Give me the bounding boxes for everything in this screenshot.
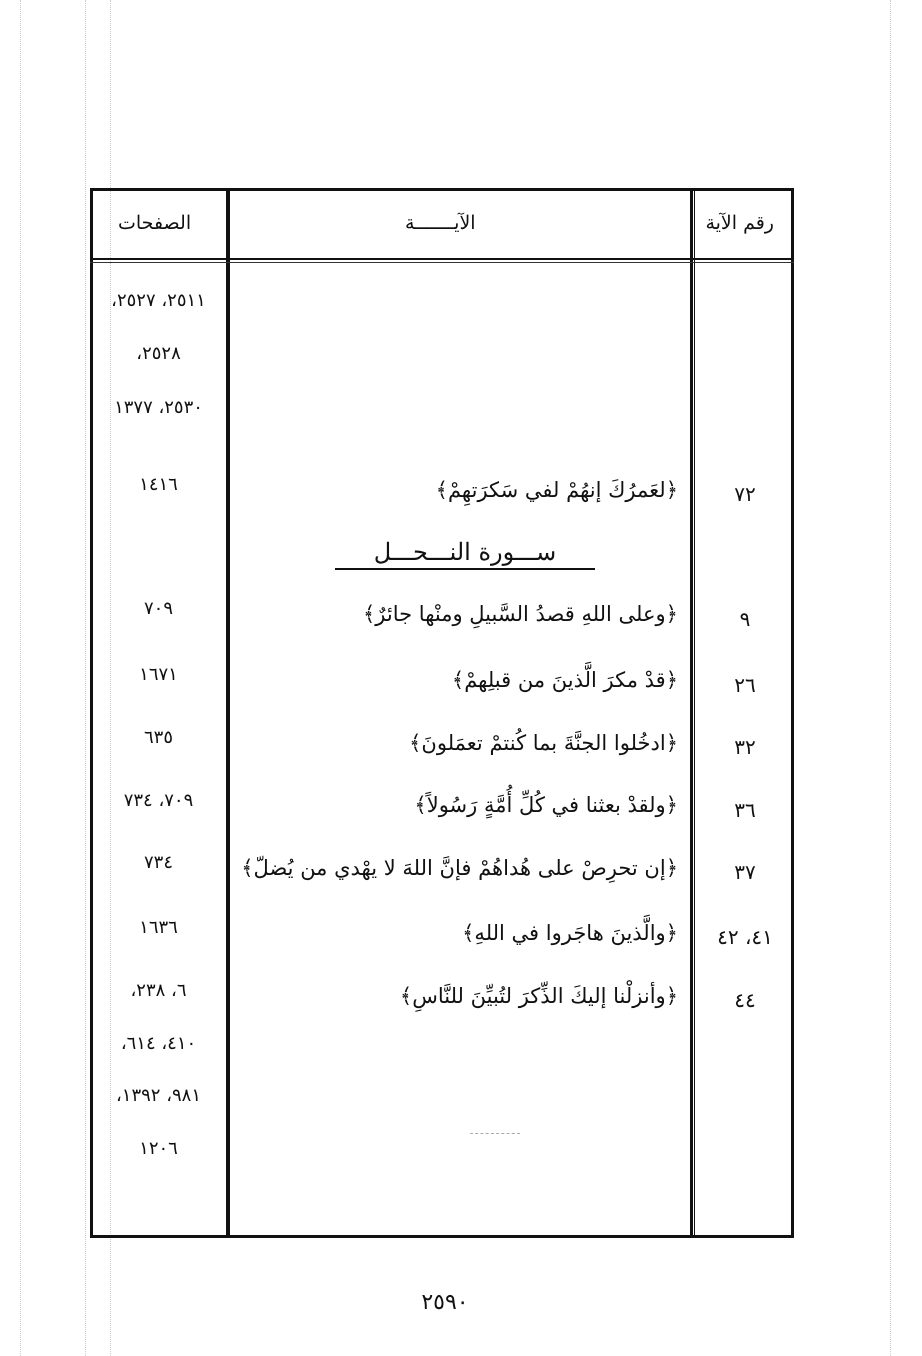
verse-text: ﴿ولقدْ بعثنا في كُلِّ أُمَّةٍ رَسُولاً﴾ [414,793,678,817]
verse-number: ٩ [739,607,751,631]
pages-cell: ١٦٧١ [139,664,178,685]
verse-number: ٤١، ٤٢ [717,925,773,949]
scan-artifact [470,1133,520,1135]
pages-cell: ٦، ٢٣٨، [130,980,187,1001]
verse-text: ﴿والَّذينَ هاجَروا في اللهِ﴾ [462,921,678,945]
scan-guide-line [890,0,892,1356]
header-verse: الآيـــــــة [405,212,476,234]
pages-cell: ٦٣٥ [143,727,173,748]
verse-number: ٣٢ [734,735,756,759]
verse-number: ٧٢ [734,482,756,506]
column-divider [229,188,230,1238]
pages-cell: ٢٥٣٠، ١٣٧٧ [114,397,203,418]
surah-title: ســـورة النـــحـــل [373,538,557,566]
pages-cell: ٧٠٩ [143,598,173,619]
header-rule [90,262,794,263]
verse-text: ﴿لعَمرُكَ إنهُمْ لفي سَكرَتهِمْ﴾ [435,478,678,502]
surah-title-underline [335,568,595,570]
pages-cell: ٢٥٢٨، [136,343,181,364]
pages-cell: ٧٣٤ [143,852,173,873]
pages-cell: ٤١٠، ٦١٤، [120,1033,197,1054]
pages-cell: ٧٠٩، ٧٣٤ [123,790,194,811]
verse-number: ٢٦ [734,673,756,697]
pages-cell: ١٤١٦ [139,474,178,495]
verse-text: ﴿إن تحرِصْ على هُداهُمْ فإنَّ اللهَ لا يهْدي من يُضلّ﴾ [241,856,678,880]
column-divider [694,188,695,1238]
scan-guide-line [85,0,87,1356]
header-rule [90,258,794,260]
pages-cell: ٩٨١، ١٣٩٢، [115,1085,202,1106]
verse-number: ٣٦ [734,798,756,822]
verse-number: ٣٧ [734,860,756,884]
verse-text: ﴿وعلى اللهِ قصدُ السَّبيلِ ومنْها جائرٌ﴾ [363,602,678,626]
column-divider [690,188,693,1238]
header-verse-number: رقم الآية [705,212,774,234]
page-number: ٢٥٩٠ [421,1290,469,1315]
pages-cell: ٢٥١١، ٢٥٢٧، [111,290,206,311]
header-pages: الصفحات [118,212,192,234]
scan-guide-line [20,0,22,1356]
verse-number: ٤٤ [734,988,756,1012]
verse-text: ﴿ادخُلوا الجنَّةَ بما كُنتمْ تعمَلونَ﴾ [409,731,678,755]
pages-cell: ١٢٠٦ [139,1138,178,1159]
verse-text: ﴿قدْ مكرَ الَّذينَ من قبلِهمْ﴾ [451,668,678,692]
verse-text: ﴿وأنزلْنا إليكَ الذِّكرَ لتُبيِّنَ للنَّاسِ﴾ [399,984,678,1008]
pages-cell: ١٦٣٦ [139,917,178,938]
